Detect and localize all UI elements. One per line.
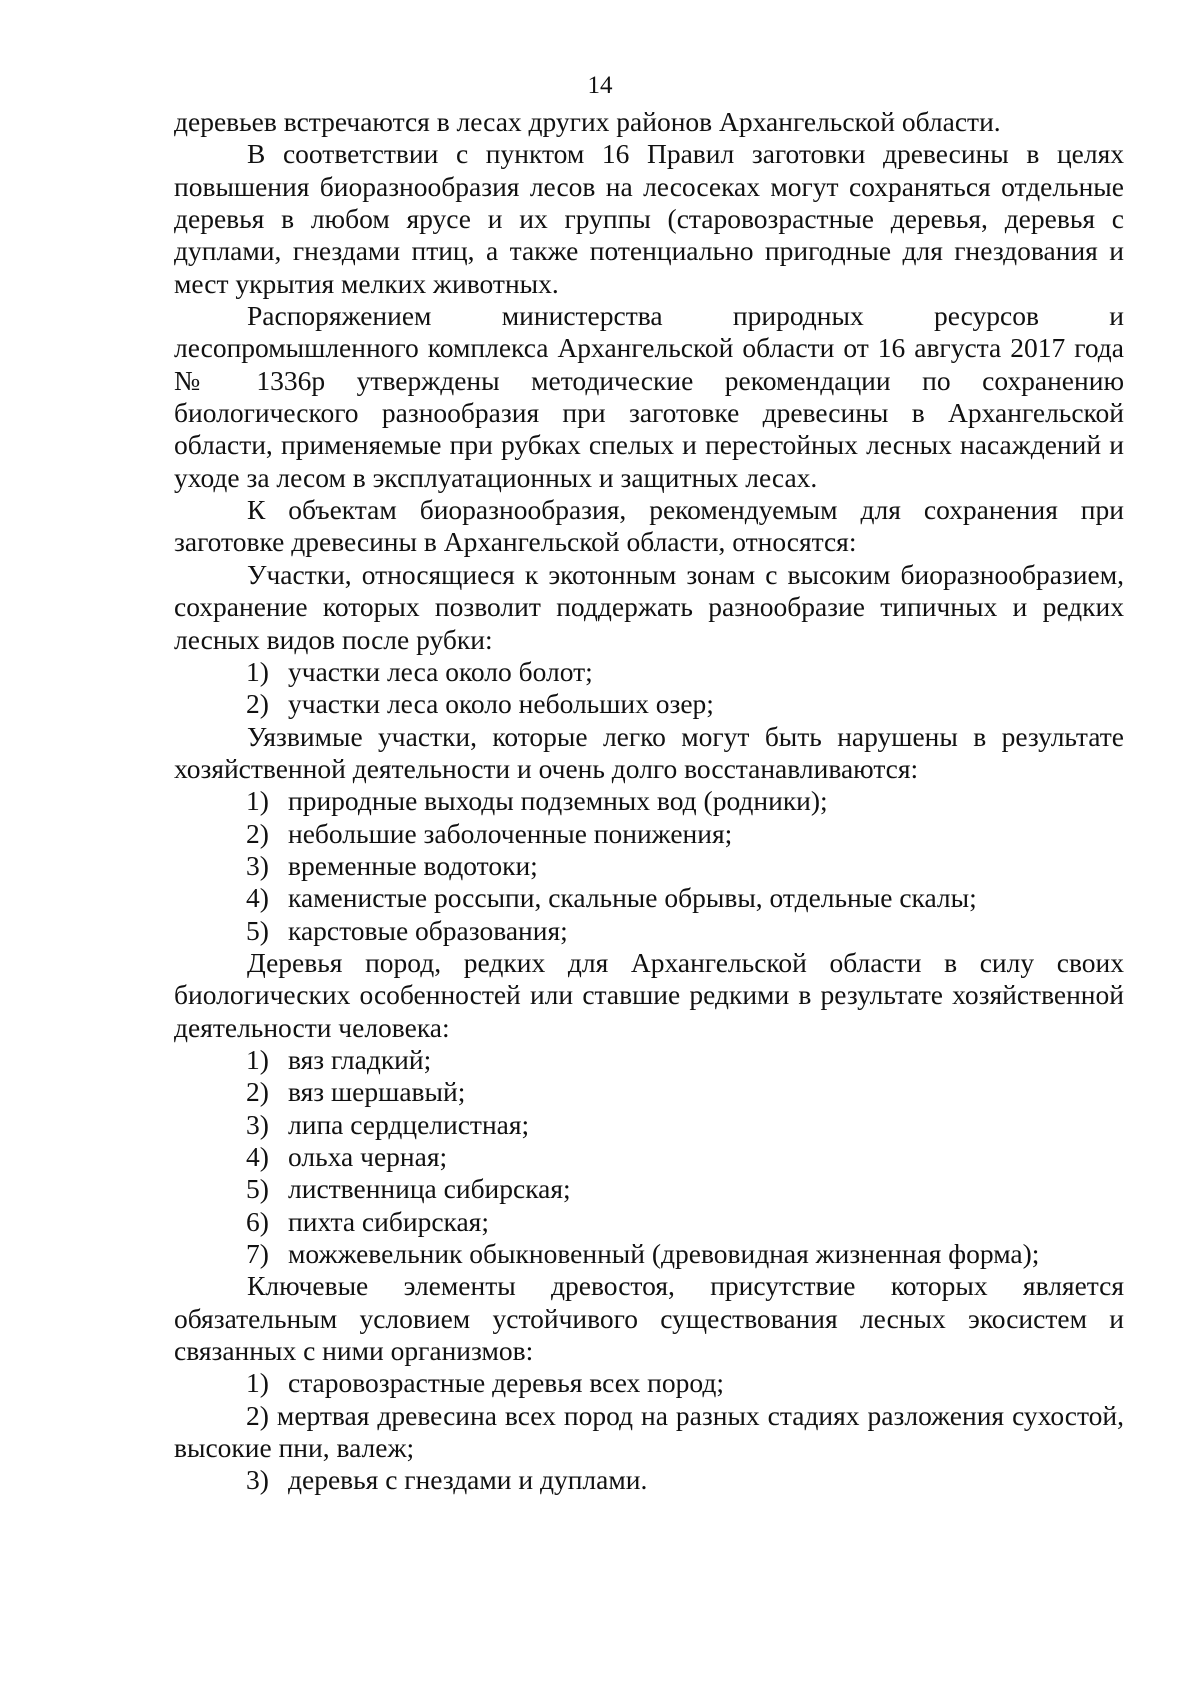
paragraph-continuation: деревьев встречаются в лесах других районов Архангельской области. <box>174 106 1001 137</box>
list-item-number: 2) <box>246 817 269 849</box>
list-item <box>174 1367 1124 1399</box>
paragraph-rare-trees: Деревья пород, редких для Архангельской области в силу своих биологических особенностей или ставшие редкими в результате хозяйственной деятельности человека: <box>174 946 1124 1043</box>
list-item-number: 7) <box>246 1238 269 1270</box>
list-item-text: каменистые россыпи, скальные обрывы, отдельные скалы; <box>288 882 977 914</box>
list-item-number: 5) <box>246 914 269 946</box>
list-item <box>174 1173 1124 1205</box>
list-key-elements <box>174 1367 1124 1496</box>
list-rare-trees <box>174 1044 1124 1270</box>
paragraph-vulnerable-areas: Уязвимые участки, которые легко могут быть нарушены в результате хозяйственной деятельности и очень долго восстанавливаются: <box>174 720 1124 784</box>
list-item-text: вяз шершавый; <box>288 1076 466 1108</box>
list-item-text: природные выходы подземных вод (родники); <box>288 785 828 817</box>
list-item-text: ольха черная; <box>288 1141 448 1172</box>
list-item-text: можжевельник обыкновенный (древовидная жизненная форма); <box>288 1238 1040 1270</box>
paragraph-biodiversity-objects: К объектам биоразнообразия, рекомендуемым для сохранения при заготовке древесины в Архангельской области, относятся: <box>174 494 1124 558</box>
list-item-number: 5) <box>246 1173 269 1205</box>
list-item <box>174 818 1124 850</box>
list-item-number: 4) <box>246 882 269 914</box>
list-item-number: 1) <box>246 785 269 817</box>
list-item-number: 1) <box>246 1367 269 1399</box>
list-item <box>174 1044 1124 1076</box>
list-item-text: карстовые образования; <box>288 914 568 946</box>
list-item <box>174 1141 1124 1173</box>
list-item-number: 6) <box>246 1205 269 1237</box>
list-item-number: 2) <box>246 1076 269 1108</box>
list-item-number: 1) <box>246 655 269 687</box>
list-item <box>174 882 1124 914</box>
list-item <box>174 656 1124 688</box>
list-item-text: деревья с гнездами и дуплами. <box>288 1464 648 1496</box>
list-item-text: небольшие заболоченные понижения; <box>288 817 733 849</box>
list-ecotone <box>174 656 1124 721</box>
list-item <box>174 1400 1124 1465</box>
list-item <box>174 1238 1124 1270</box>
list-item-number: 3) <box>246 1108 269 1140</box>
list-item-number: 4) <box>246 1141 269 1172</box>
list-item <box>174 915 1124 947</box>
paragraph-order-line1: Распоряжением министерства природных ресурсов и <box>247 300 1124 332</box>
list-item-text: старовозрастные деревья всех пород; <box>288 1367 724 1399</box>
list-item <box>174 1206 1124 1238</box>
list-item-text: лиственница сибирская; <box>288 1173 571 1205</box>
list-vulnerable <box>174 785 1124 947</box>
list-item-text: пихта сибирская; <box>288 1205 489 1237</box>
list-item-text: участки леса около болот; <box>288 655 593 687</box>
list-item <box>174 1109 1124 1141</box>
list-item-number: 2) <box>246 688 269 720</box>
paragraph-order-rest: лесопромышленного комплекса Архангельской области от 16 августа 2017 года № 1336р утверждены методические рекомендации по сохранению биологического разнообразия при заготовке древесины в Архангельской области, применяемые при рубках спелых и перестойных лесных насаждений и уходе за лесом в эксплуатационных и защитных лесах. <box>174 332 1124 493</box>
paragraph-key-elements: Ключевые элементы древостоя, присутствие которых является обязательным условием устойчивого существования лесных экосистем и связанных с ними организмов: <box>174 1270 1124 1367</box>
list-item-number: 1) <box>246 1043 269 1075</box>
list-item-text: вяз гладкий; <box>288 1043 432 1075</box>
list-item-text: участки леса около небольших озер; <box>288 688 714 720</box>
list-item-text: липа сердцелистная; <box>288 1108 530 1140</box>
list-item <box>174 785 1124 817</box>
list-item-number: 3) <box>246 849 269 881</box>
list-item-text: временные водотоки; <box>288 849 538 881</box>
document-body <box>174 106 1124 1497</box>
paragraph-rules-reference: В соответствии с пунктом 16 Правил заготовки древесины в целях повышения биоразнообразия лесов на лесосеках могут сохраняться отдельные деревья в любом ярусе и их группы (старовозрастные деревья, деревья с дуплами, гнездами птиц, а также потенциально пригодные для гнездования и мест укрытия мелких животных. <box>174 138 1124 299</box>
page-number: 14 <box>587 72 613 99</box>
list-item-number: 2) <box>246 1399 269 1431</box>
list-item <box>174 850 1124 882</box>
paragraph-ecotone-zones: Участки, относящиеся к экотонным зонам с высоким биоразнообразием, сохранение которых позволит поддержать разнообразие типичных и редких лесных видов после рубки: <box>174 558 1124 655</box>
list-item-text: мертвая древесина всех пород на разных стадиях разложения сухостой, высокие пни, валеж; <box>174 1399 1124 1464</box>
list-item <box>174 1464 1124 1496</box>
list-item-number: 3) <box>246 1464 269 1496</box>
list-item <box>174 1076 1124 1108</box>
list-item <box>174 688 1124 720</box>
